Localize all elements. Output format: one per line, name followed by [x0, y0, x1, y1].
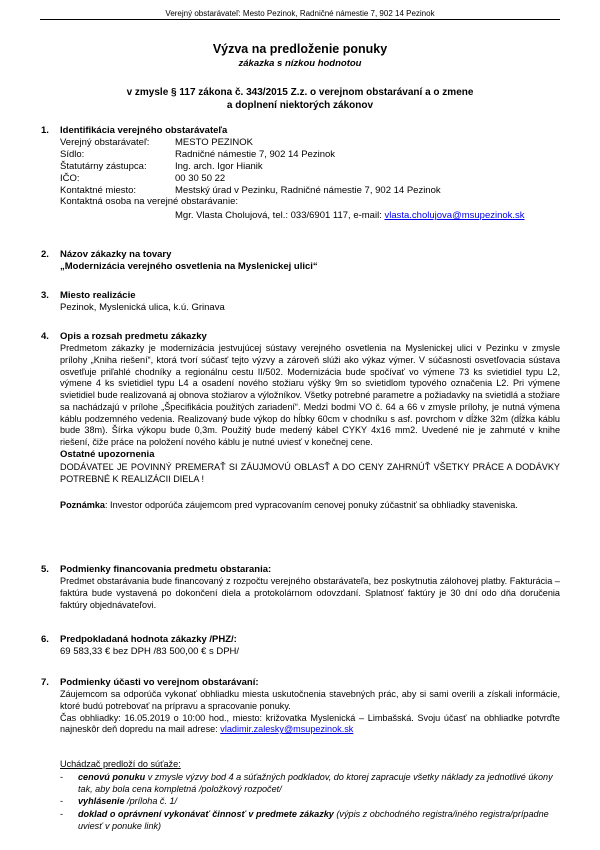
- financing-text: Predmet obstarávania bude financovaný z rozpočtu verejného obstarávateľa, bez poskytnutia zálohovej platby. Fakturácia – faktúra bude vystavená po dokončení diela a protokolárnom odovzdaní. Splatnosť faktúry je 30 dní odo dňa doručenia faktúry objednávateľovi.: [60, 575, 560, 610]
- submission-list-title: Uchádzač predloží do súťaže:: [60, 759, 181, 769]
- law-line-1: v zmysle § 117 zákona č. 343/2015 Z.z. o verejnom obstarávaní a o zmene: [126, 87, 474, 98]
- info-row-authority: [60, 137, 560, 149]
- info-label: Štatutárny zástupca:: [60, 160, 147, 172]
- info-value: MESTO PEZINOK: [175, 136, 253, 148]
- info-row-ico: [60, 173, 560, 185]
- list-item: [60, 796, 560, 808]
- other-notices-text: DODÁVATEĽ JE POVINNÝ PREMERAŤ SI ZÁUJMOVÚ OBLASŤ A DO CENY ZAHRNÚŤ VŠETKY PRÁCE A DODÁVKY POTREBNÉ K REALIZÁCII DIELA !: [60, 461, 560, 484]
- section-5-title: Podmienky financovania predmetu obstarania:: [60, 564, 272, 575]
- submission-list: [60, 759, 560, 833]
- contact-person-text: Mgr. Vlasta Cholujová, tel.: 033/6901 117, e-mail:: [175, 210, 385, 222]
- note-paragraph: [60, 500, 560, 512]
- list-item-bold: cenovú ponuku: [78, 771, 146, 782]
- inspection-text: Čas obhliadky: 16.05.2019 o 10:00 hod., miesto: križovatka Myslenická – Limbašská. Svoju účasť na obhliadke potvrďte najneskôr deň dopredu na mail adrese:: [60, 712, 560, 735]
- section-6-title: Predpokladaná hodnota zákazky /PHZ/:: [60, 634, 237, 645]
- realization-place: Pezinok, Myslenická ulica, k.ú. Grinava: [60, 301, 225, 313]
- other-notices-title: Ostatné upozornenia: [60, 449, 155, 461]
- info-value: Radničné námestie 7, 902 14 Pezinok: [175, 148, 336, 160]
- list-dash: -: [60, 796, 64, 807]
- info-value: 00 30 50 22: [175, 172, 226, 184]
- section-7-title: Podmienky účasti vo verejnom obstarávaní:: [60, 677, 259, 688]
- document-subtitle: zákazka s nízkou hodnotou: [238, 58, 362, 69]
- list-item-text: /príloha č. 1/: [124, 796, 178, 807]
- contact-person-label: Kontaktná osoba na verejné obstarávanie:: [60, 196, 238, 208]
- estimated-value: 69 583,33 € bez DPH /83 500,00 € s DPH/: [60, 645, 240, 657]
- info-value: Ing. arch. Igor Hianik: [175, 160, 263, 172]
- inspection-email-link[interactable]: vladimir.zalesky@msupezinok.sk: [220, 724, 354, 735]
- section-1-title: Identifikácia verejného obstarávateľa: [60, 125, 228, 136]
- section-4-title: Opis a rozsah predmetu zákazky: [60, 331, 207, 342]
- list-dash: -: [60, 771, 64, 782]
- list-item-text: (výpis z obchodného registra/iného registra/prípadne uviesť v ponuke link): [78, 809, 549, 831]
- section-5-number: 5.: [41, 564, 49, 575]
- section-2-number: 2.: [41, 249, 49, 260]
- participation-paragraph-2: [60, 713, 560, 737]
- law-reference: [40, 86, 560, 112]
- page-header: Verejný obstarávateľ: Mesto Pezinok, Radničné námestie 7, 902 14 Pezinok: [165, 9, 435, 18]
- participation-paragraph-1: Záujemcom sa odporúča vykonať obhliadku miesta uskutočnenia stavebných prác, aby si sami overili a získali informácie, ktoré budú potrebovať na prípravu a spracovanie ponuky.: [60, 688, 560, 711]
- section-3-title: Miesto realizácie: [60, 290, 136, 301]
- section-3-number: 3.: [41, 290, 49, 301]
- section-6: [60, 634, 560, 658]
- list-item-text: v zmysle výzvy bod 4 a súťažných podkladov, do ktorej zapracuje všetky náklady za jednotlivé úkony tak, aby bola cena kompletná /položkový rozpočet/: [78, 771, 553, 794]
- document-title: Výzva na predloženie ponuky: [212, 42, 388, 56]
- note-label: Poznámka: [60, 499, 105, 510]
- contract-name: „Modernizácia verejného osvetlenia na Myslenickej ulici“: [60, 260, 318, 272]
- section-2: [60, 249, 560, 273]
- section-1: [60, 125, 560, 222]
- list-item: [60, 809, 560, 833]
- section-3: [60, 290, 560, 314]
- info-label: Sídlo:: [60, 148, 85, 160]
- section-6-number: 6.: [41, 634, 49, 645]
- info-row-seat: [60, 149, 560, 161]
- info-label: Kontaktné miesto:: [60, 184, 137, 196]
- note-text: : Investor odporúča záujemcom pred vypracovaním cenovej ponuky zúčastniť sa obhliadky staveniska.: [104, 499, 518, 510]
- info-label: IČO:: [60, 172, 80, 184]
- law-line-2: a doplnení niektorých zákonov: [226, 100, 374, 111]
- contact-person-row: [60, 210, 560, 222]
- section-4: [60, 331, 560, 512]
- info-row-representative: [60, 161, 560, 173]
- section-7: [60, 677, 560, 736]
- header-divider: [40, 19, 560, 20]
- section-4-number: 4.: [41, 331, 49, 342]
- list-item-bold: vyhlásenie: [78, 796, 125, 807]
- section-2-title: Názov zákazky na tovary: [60, 249, 172, 260]
- info-label: Verejný obstarávateľ:: [60, 136, 150, 148]
- contact-email-link[interactable]: vlasta.cholujova@msupezinok.sk: [384, 210, 525, 222]
- info-value: Mestský úrad v Pezinku, Radničné námestie 7, 902 14 Pezinok: [175, 184, 441, 196]
- list-item: [60, 772, 560, 796]
- list-dash: -: [60, 809, 64, 820]
- info-row-contact-place: [60, 185, 560, 197]
- section-7-number: 7.: [41, 677, 49, 688]
- section-1-number: 1.: [41, 125, 49, 136]
- description-paragraph: Predmetom zákazky je modernizácia jestvujúcej sústavy verejného osvetlenia na Myslenickej ulici v Pezinku v zmysle prílohy „Kniha riešení“, ktorá tvorí súčasť tejto výzvy a zároveň slúži ako výkaz výmer. V súčasnosti osvetľovacia sústava osvetľuje priľahlé chodníky a regionálnu cestu II/502. Modernizácia bude spočívať vo výmene 73 ks svietidiel typu L2, výmene 4 ks svietidiel typu L4 a osadení nového stožiaru výšky 9m so svietidlom typového označenia L2. Pri výmene svietidiel bude realizovaná aj obnova stožiarov a výložníkov. Všetky potrebné parametre a požiadavky na svietidlá a stožiare sa nachádzajú v prílohe „Špecifikácia použitých zariadení“. Medzi bodmi VO č. 64 a 66 v zmysle prílohy, je nutná výmena káblu podzemného vedenia. Realizovaný bude výkop do hĺbky 60cm v chodníku s asf. povrchom v dĺžke 32m (dĺžka káblu bude 38m). Šírka výkopu bude 0,3m. Použitý bude medený kábel CYKY 4x16 mm2. Uvedené nie je zahrnuté v knihe riešení, čiže práce na položení nového káblu je nutné uviesť v konečnej cene.: [60, 342, 560, 448]
- section-5: [60, 564, 560, 611]
- list-item-bold: doklad o oprávnení vykonávať činnosť v predmete zákazky: [78, 809, 334, 820]
